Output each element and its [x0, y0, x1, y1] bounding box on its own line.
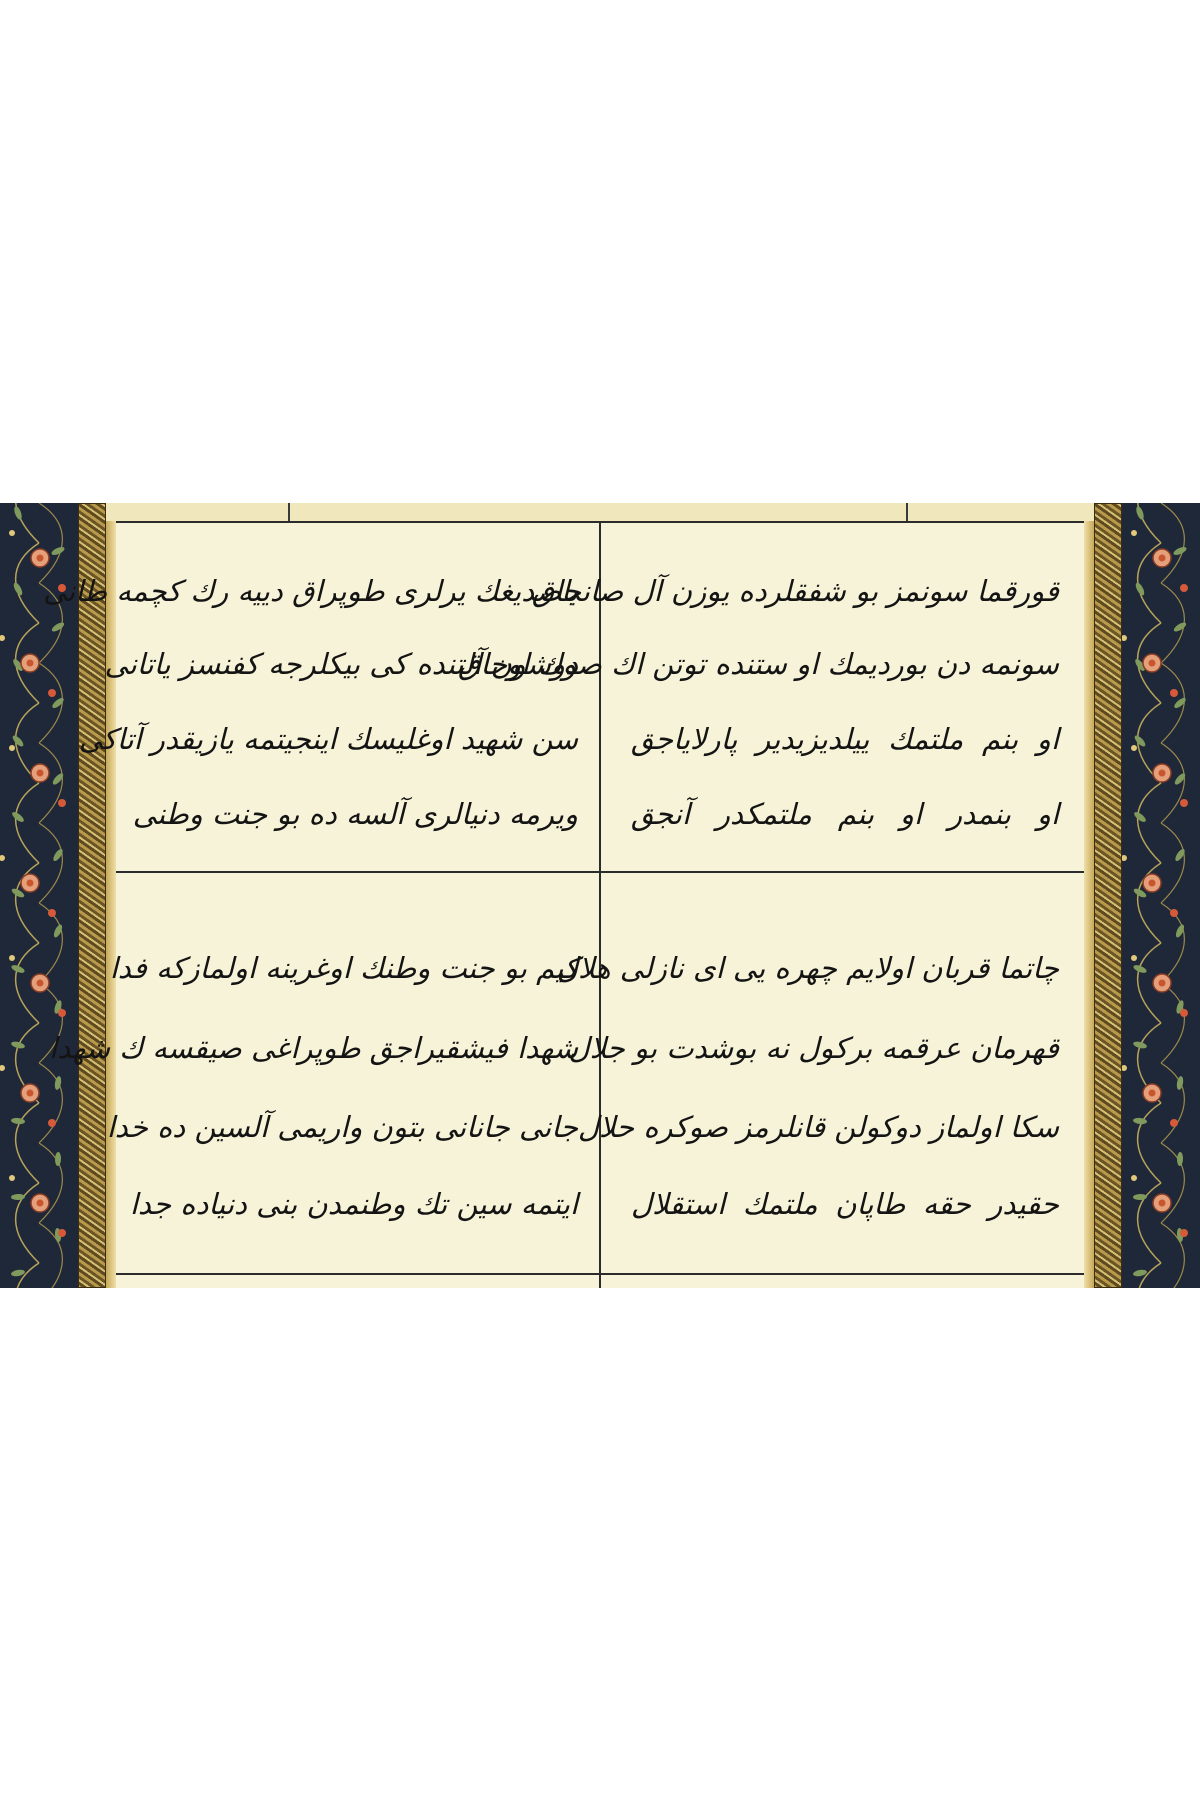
vine-scroll: [1161, 1063, 1184, 1143]
rosette-center: [27, 660, 34, 667]
bud: [1170, 1119, 1178, 1127]
leaf: [13, 505, 23, 520]
bud: [1122, 855, 1127, 861]
top-margin-rule: [288, 503, 290, 521]
bud: [48, 909, 56, 917]
verse-line: چاتما قربان اولایم چهره یی ای نازلی هلال: [556, 951, 1059, 985]
leaf: [1172, 621, 1187, 634]
leaf: [51, 696, 66, 710]
leaf: [1133, 810, 1148, 823]
bud: [9, 955, 15, 961]
bud: [1122, 635, 1127, 641]
bud: [9, 530, 15, 536]
bud: [0, 1065, 5, 1071]
vine-scroll: [39, 823, 62, 903]
bud: [1170, 909, 1178, 917]
verse-line: ویرمه دنیالری آلسه ده بو جنت وطنی: [132, 797, 578, 831]
leaf: [50, 545, 65, 556]
bud: [1131, 745, 1137, 751]
leaf: [1173, 696, 1188, 710]
bud: [1180, 1229, 1188, 1237]
gold-edge-right: [1084, 521, 1094, 1288]
gold-braid-band-right: [1094, 503, 1122, 1288]
rosette-center: [37, 1200, 44, 1207]
rosette-center: [1159, 1200, 1166, 1207]
bud: [1131, 530, 1137, 536]
vine-scroll: [1161, 743, 1184, 823]
verse-line: ایتمه سین تك وطنمدن بنی دنیاده جدا: [129, 1187, 578, 1221]
floral-pattern-right: [1122, 503, 1200, 1288]
rosette-center: [27, 880, 34, 887]
bud: [1131, 955, 1137, 961]
bud: [1180, 584, 1188, 592]
rosette-center: [1159, 980, 1166, 987]
bud: [0, 855, 5, 861]
vine-scroll: [39, 743, 62, 823]
top-margin: [106, 503, 1094, 521]
verse-line: شهدا فیشقیراجق طوپراغی صیقسه ك شهدا: [49, 1031, 578, 1065]
vine-scroll: [1161, 503, 1184, 583]
rosette-center: [37, 980, 44, 987]
leaf: [1172, 545, 1187, 556]
bud: [9, 1175, 15, 1181]
rosette-center: [27, 1090, 34, 1097]
rosette-center: [1159, 770, 1166, 777]
leaf: [1133, 1194, 1147, 1200]
leaf: [50, 621, 65, 634]
rosette-center: [1149, 660, 1156, 667]
vine-scroll: [1161, 823, 1184, 903]
bud: [1131, 1175, 1137, 1181]
bud: [1180, 1009, 1188, 1017]
vine-scroll: [1161, 983, 1184, 1063]
leaf: [1177, 1152, 1183, 1166]
verse-line: او بنمدر او بنم ملتمكدر آنجق: [631, 797, 1059, 831]
rosette-center: [37, 770, 44, 777]
vine-scroll: [1138, 783, 1161, 863]
verse-line: سكا اولماز دوكولن قانلرمز صوكره حلال: [577, 1110, 1059, 1144]
leaf: [11, 1194, 25, 1200]
bud: [1122, 1065, 1127, 1071]
bud: [58, 1009, 66, 1017]
bud: [58, 1229, 66, 1237]
illuminated-border-right: [1122, 503, 1200, 1288]
leaf: [55, 1152, 61, 1166]
verse-line: سن شهید اوغلیسك اینجیتمه یازیقدر آتاكی: [78, 722, 578, 756]
rosette-center: [1149, 880, 1156, 887]
bud: [9, 745, 15, 751]
text-paper: [42, 521, 1084, 1288]
manuscript-page: [0, 503, 1200, 1288]
leaf: [11, 810, 26, 823]
verse-line: جانی جانانی بتون واریمی آلسین ده خدا: [106, 1110, 578, 1144]
verse-line: باصدیغك یرلری طوپراق دییه رك كچمه طانی: [42, 574, 578, 608]
bud: [48, 689, 56, 697]
vine-scroll: [1138, 1103, 1161, 1183]
verse-line: حقیدر حقه طاپان ملتمك استقلال: [631, 1187, 1059, 1221]
bud: [1180, 799, 1188, 807]
verse-line: او بنم ملتمك ییلدیزیدیر پارلایاجق: [631, 722, 1059, 756]
bud: [48, 1119, 56, 1127]
verse-line: قورقما سونمز بو شفقلرده یوزن آل صانجاق: [531, 574, 1059, 608]
bud: [0, 635, 5, 641]
rosette-center: [1159, 555, 1166, 562]
bud: [58, 799, 66, 807]
vine-scroll: [16, 1103, 39, 1183]
vine-scroll: [1161, 583, 1184, 663]
top-margin-rule: [906, 503, 908, 521]
verse-line: سونمه دن بوردیمك او ستنده توتن اك صوك اوجاق: [457, 647, 1059, 681]
rosette-center: [1149, 1090, 1156, 1097]
vine-scroll: [16, 783, 39, 863]
leaf: [1135, 505, 1145, 520]
verse-line: كیم بو جنت وطنك اوغرینه اولمازكه فدا: [109, 951, 578, 985]
verse-line: دوشون آلتنده كی بیكلرجه كفنسز یاتانی: [104, 647, 578, 681]
verse-line: قهرمان عرقمه بركول نه بوشدت بو جلال: [568, 1031, 1059, 1065]
bud: [1170, 689, 1178, 697]
